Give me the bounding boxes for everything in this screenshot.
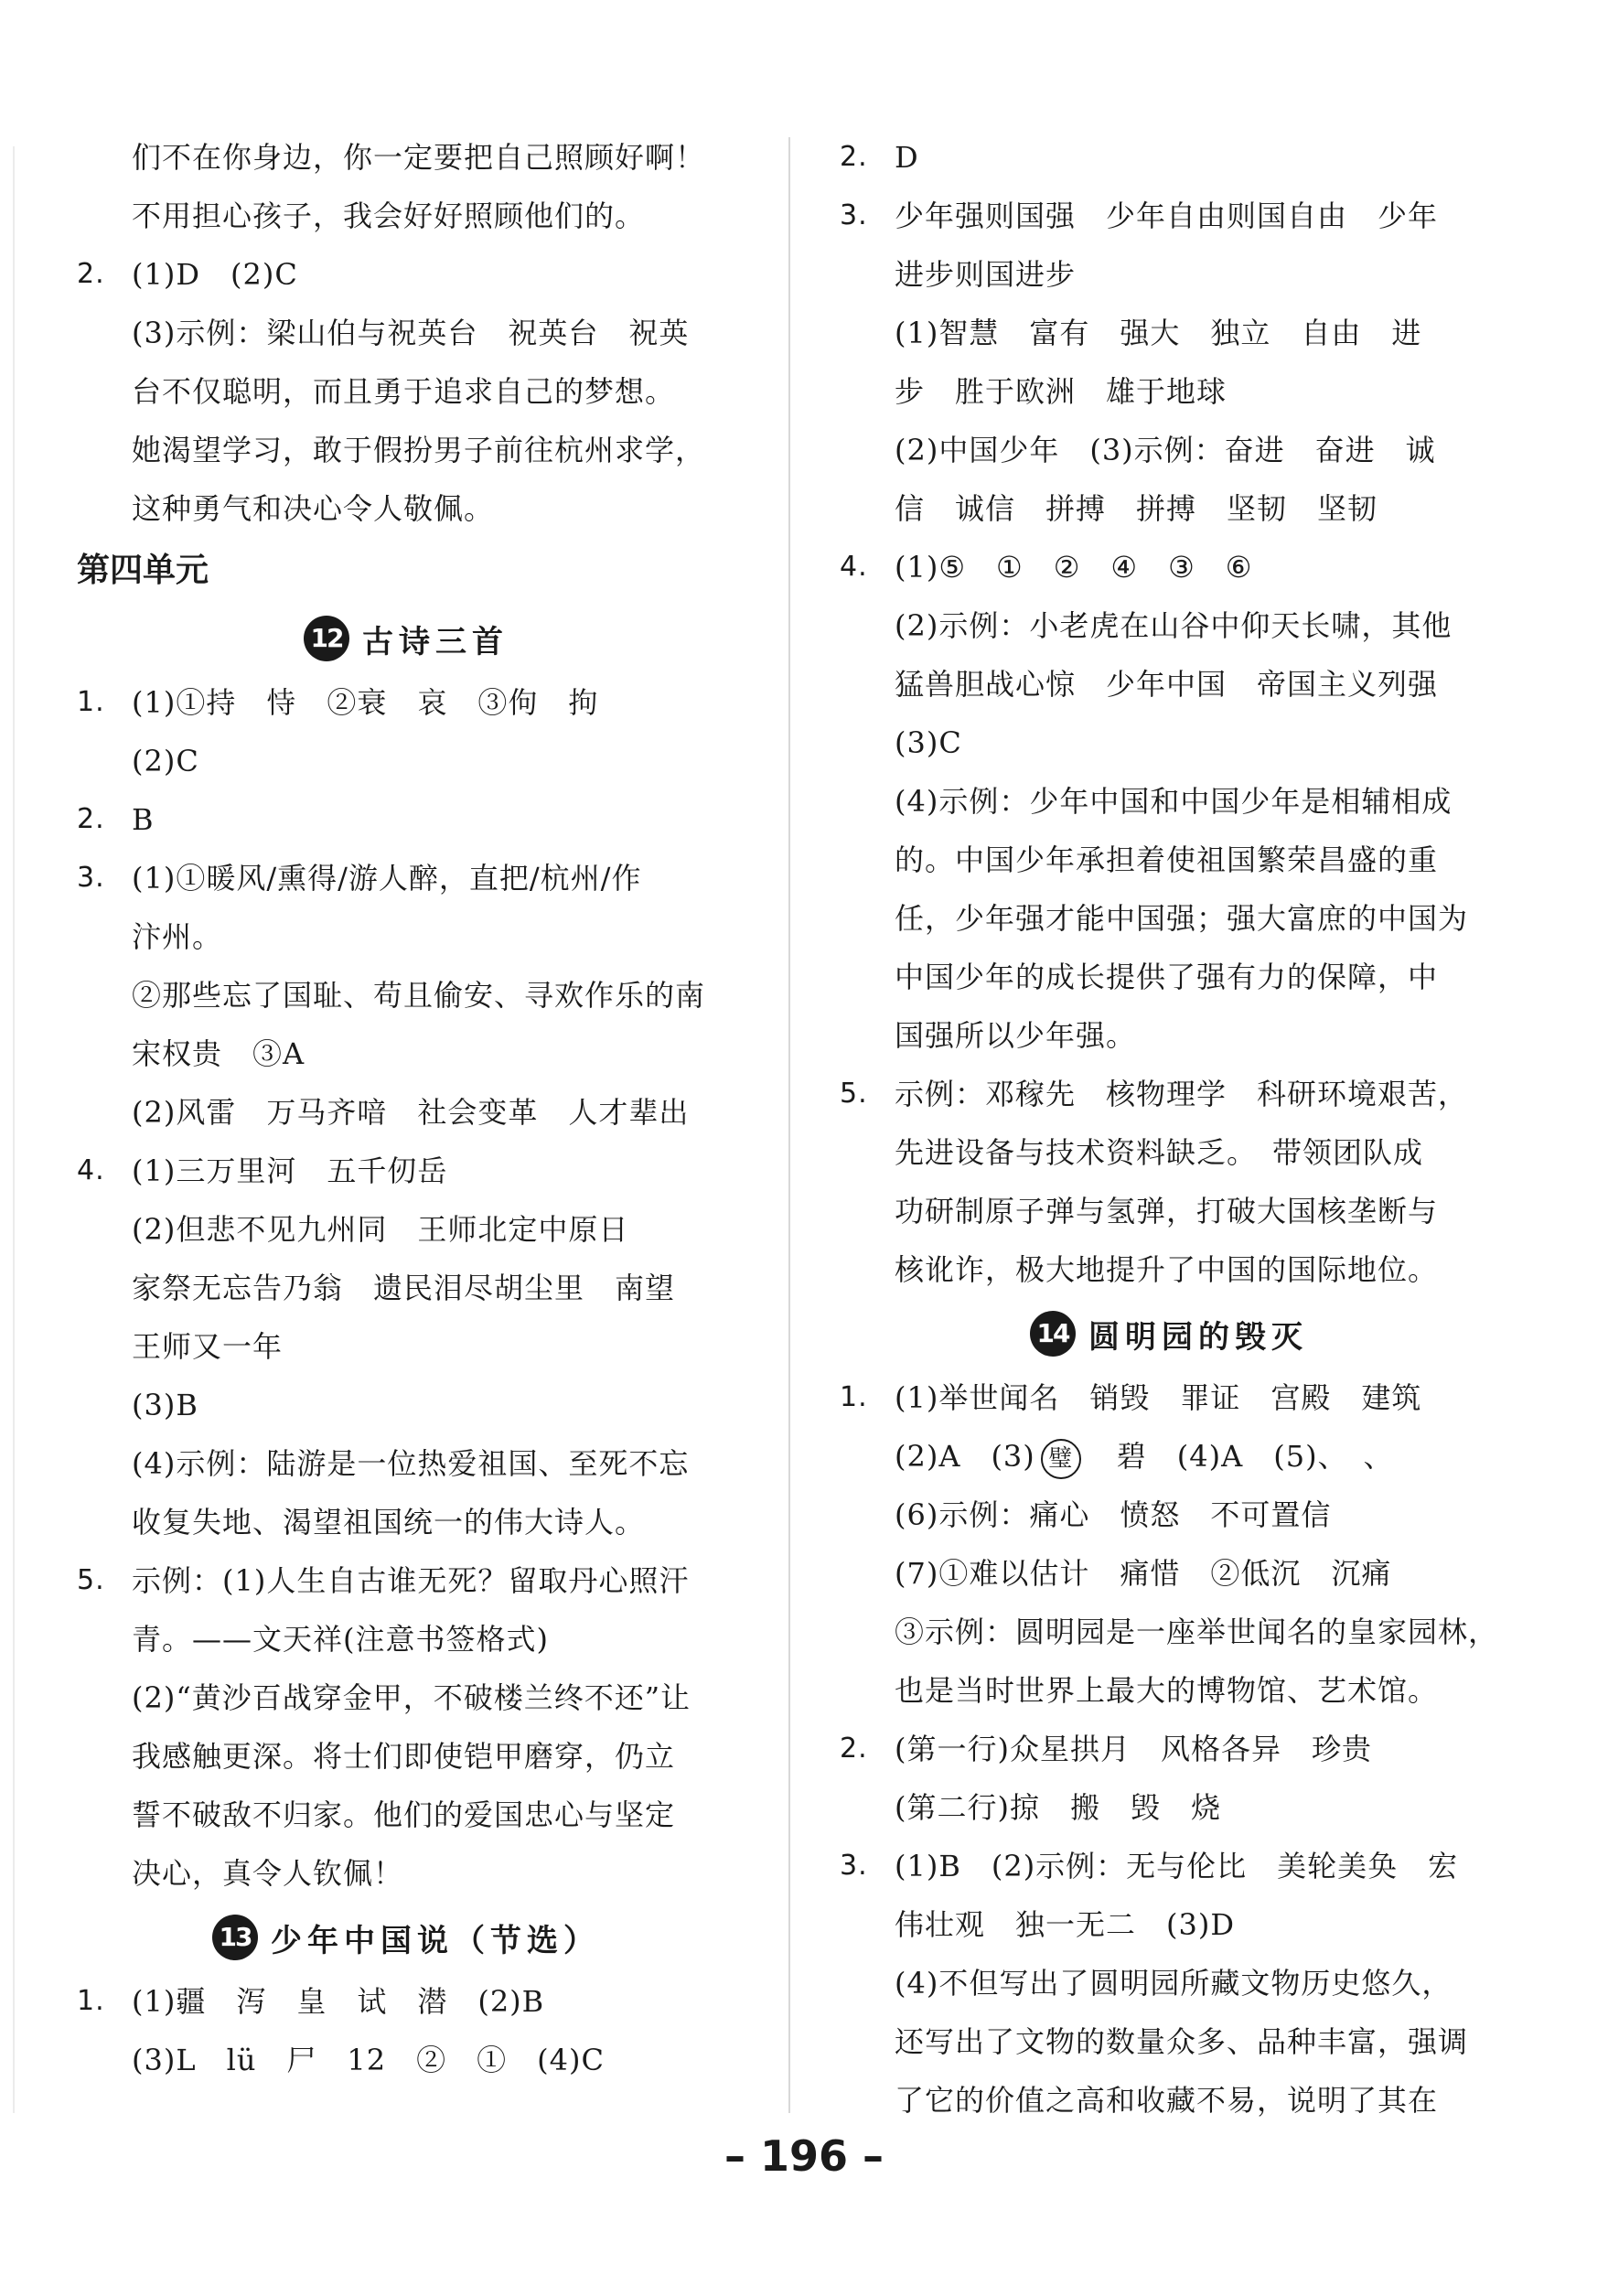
text-line: (4)示例：陆游是一位热爱祖国、至死不忘: [132, 1446, 690, 1481]
text-line: (2)风雷 万马齐喑 社会变革 人才辈出: [132, 1095, 690, 1130]
text-line: (3)示例：梁山伯与祝英台 祝英台 祝英: [132, 316, 690, 350]
text-line: 不用担心孩子，我会好好照顾他们的。: [132, 198, 646, 233]
lesson-12-heading: [77, 604, 735, 673]
text-line: (7)①难以估计 痛惜 ②低沉 沉痛: [895, 1556, 1392, 1591]
lesson-14-heading: [840, 1299, 1498, 1368]
lesson-title: 古诗三首: [362, 623, 509, 660]
text-line: 先进设备与技术资料缺乏。 带领团队成: [895, 1135, 1424, 1170]
question-number: 2.: [840, 1733, 868, 1765]
text-line: 的。中国少年承担着使祖国繁荣昌盛的重: [895, 842, 1439, 877]
lesson-number-badge: 14: [1030, 1311, 1076, 1357]
question-number: 1.: [840, 1381, 868, 1413]
question-number: 2.: [840, 141, 868, 173]
answer-2: 2. (1)D (2)C: [77, 245, 735, 304]
left-column: [77, 128, 735, 2089]
text-line: (3)B: [132, 1388, 198, 1422]
text-line: (2)A (3) 璧 碧 (4)A (5)、 、: [840, 1427, 1498, 1486]
text-line: (3)C: [895, 725, 962, 760]
lesson-number-badge: 13: [212, 1915, 258, 1960]
answer-3: 3. 少年强则国强 少年自由则国自由 少年: [840, 187, 1498, 245]
question-number: 5.: [840, 1078, 868, 1110]
text-line: 中国少年的成长提供了强有力的保障，中: [895, 960, 1439, 994]
text-line: ③示例：圆明园是一座举世闻名的皇家园林，: [895, 1615, 1499, 1649]
text-line: 收复失地、渴望祖国统一的伟大诗人。: [132, 1505, 646, 1540]
text-line: 宋权贵 ③A: [132, 1036, 306, 1071]
answer-3: 3. (1)B (2)示例：无与伦比 美轮美奂 宏: [840, 1837, 1498, 1895]
text-line: 她渴望学习，敢于假扮男子前往杭州求学，: [132, 433, 706, 467]
lesson-title: 圆明园的毁灭: [1088, 1318, 1308, 1356]
text-line: (4)不但写出了圆明园所藏文物历史悠久，: [895, 1966, 1453, 2001]
question-number: 4.: [77, 1154, 105, 1186]
text-line: 这种勇气和决心令人敬佩。: [132, 491, 495, 526]
answer-1: 1. (1)疆 泻 皇 试 潜 (2)B: [77, 1972, 735, 2031]
text-line: 国强所以少年强。: [895, 1018, 1137, 1053]
question-number: 3.: [840, 199, 868, 231]
text-line: (第二行)掠 搬 毁 烧: [895, 1790, 1221, 1825]
answer-5: 5. 示例：邓稼先 核物理学 科研环境艰苦，: [840, 1065, 1498, 1123]
lesson-13-heading: [77, 1903, 735, 1972]
circled-character: 璧: [1041, 1439, 1081, 1479]
text-line: 进步则国进步: [895, 257, 1077, 292]
lesson-number-badge: 12: [304, 616, 349, 661]
text-line: 家祭无忘告乃翁 遗民泪尽胡尘里 南望: [132, 1271, 676, 1305]
text-line: 伟壮观 独一无二 (3)D: [895, 1907, 1235, 1942]
right-column: [840, 128, 1498, 2130]
question-number: 2.: [77, 258, 105, 290]
text-line: 猛兽胆战心惊 少年中国 帝国主义列强: [895, 667, 1439, 702]
answer-1: 1. (1)举世闻名 销毁 罪证 宫殿 建筑: [840, 1368, 1498, 1427]
answer-2: 2. D: [840, 128, 1498, 187]
text-line: 汴州。: [132, 919, 223, 954]
question-number: 2.: [77, 803, 105, 835]
text-line: (3)L lü 尸 12 ② ① (4)C: [132, 2043, 605, 2077]
text-line: (2)“黄沙百战穿金甲，不破楼兰终不还”让: [132, 1680, 691, 1715]
lesson-title: 少年中国说（节选）: [271, 1922, 600, 1959]
text-line: 青。——文天祥(注意书签格式): [132, 1622, 549, 1657]
text-line: (2)中国少年 (3)示例：奋进 奋进 诚: [895, 433, 1436, 467]
answer-3: 3. (1)①暖风/熏得/游人醉，直把/杭州/作: [77, 849, 735, 907]
text-line: 信 诚信 拼搏 拼搏 坚韧 坚韧: [895, 491, 1378, 526]
text-line: 我感触更深。将士们即使铠甲磨穿，仍立: [132, 1739, 676, 1774]
answer-4: 4. (1)⑤ ① ② ④ ③ ⑥: [840, 538, 1498, 596]
text-line: (2)示例：小老虎在山谷中仰天长啸，其他: [895, 608, 1453, 643]
answer-2: 2. (第一行)众星拱月 风格各异 珍贵: [840, 1720, 1498, 1778]
column-divider: [788, 137, 790, 2113]
text-line: 台不仅聪明，而且勇于追求自己的梦想。: [132, 374, 676, 409]
text-line: 任，少年强才能中国强；强大富庶的中国为: [895, 901, 1469, 936]
text-line: 了它的价值之高和收藏不易，说明了其在: [895, 2083, 1439, 2118]
page-number: – 196 –: [724, 2131, 884, 2181]
text-line: 们不在你身边，你一定要把自己照顾好啊！: [132, 140, 706, 175]
text-line: 核讹诈，极大地提升了中国的国际地位。: [895, 1252, 1439, 1287]
text-line: (2)但悲不见九州同 王师北定中原日: [132, 1212, 629, 1247]
text-line: 功研制原子弹与氢弹，打破大国核垄断与: [895, 1194, 1439, 1228]
text-line: (4)示例：少年中国和中国少年是相辅相成: [895, 784, 1453, 819]
text-line: (6)示例：痛心 愤怒 不可置信: [895, 1497, 1332, 1532]
answer-2: 2. B: [77, 790, 735, 849]
text-line: 还写出了文物的数量众多、品种丰富，强调: [895, 2024, 1469, 2059]
text-line: 誓不破敌不归家。他们的爱国忠心与坚定: [132, 1797, 676, 1832]
text-line: (1)智慧 富有 强大 独立 自由 进: [895, 316, 1422, 350]
text-line: 决心，真令人钦佩！: [132, 1856, 404, 1891]
question-number: 3.: [840, 1850, 868, 1882]
answer-4: 4. (1)三万里河 五千仞岳: [77, 1142, 735, 1200]
unit-title: 第四单元: [77, 552, 209, 589]
text-line: (2)C: [132, 744, 199, 778]
question-number: 4.: [840, 551, 868, 583]
text-line: 步 胜于欧洲 雄于地球: [895, 374, 1227, 409]
left-margin-rule: [13, 146, 15, 2113]
text-line: 王师又一年: [132, 1329, 284, 1364]
answer-5: 5. 示例：(1)人生自古谁无死？留取丹心照汗: [77, 1551, 735, 1610]
answer-1: 1. (1)①持 恃 ②衰 哀 ③佝 拘: [77, 673, 735, 732]
question-number: 3.: [77, 862, 105, 894]
question-number: 5.: [77, 1564, 105, 1596]
text-line: 也是当时世界上最大的博物馆、艺术馆。: [895, 1673, 1439, 1708]
question-number: 1.: [77, 686, 105, 718]
question-number: 1.: [77, 1985, 105, 2017]
text-line: ②那些忘了国耻、苟且偷安、寻欢作乐的南: [132, 978, 706, 1013]
